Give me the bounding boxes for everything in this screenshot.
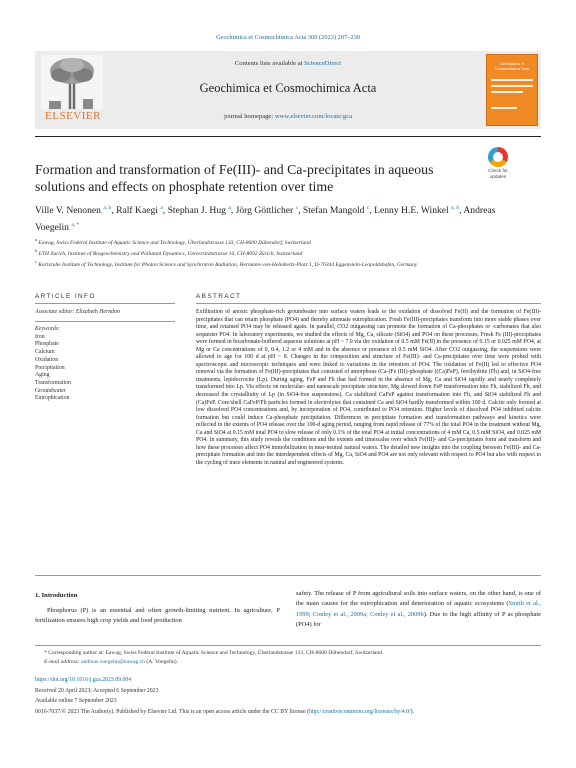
sciencedirect-link[interactable]: ScienceDirect [304,60,342,67]
contents-line [35,60,541,67]
editor-rule [35,321,175,322]
keyword: Phosphate [35,341,59,348]
author-name[interactable]: Lenny H.E. Winkel [374,205,449,217]
introduction-paragraph-continued [296,589,541,631]
author-name[interactable]: Ralf Kaegi [116,205,158,217]
elsevier-wordmark: ELSEVIER [45,110,101,122]
introduction-heading: 1. Introduction [35,592,78,599]
affiliation-text: Karlsruhe Institute of Technology, Institute for Photon Science and Synchrotron Radiation, Hermann-von-Helmholtz-Platz 1, D-76344 Eggenstein-Leopoldshafen, Germany [38,261,418,268]
email-suffix: (A. Voegelin). [144,659,178,665]
corresponding-author-note: * Corresponding author at: Eawag, Swiss Federal Institute of Aquatic Science and Technology, Überlandstrasse 133, CH-8600 Dübendorf, Switzerland. [44,650,384,656]
contents-prefix: Contents lists available at [234,60,305,67]
cover-strip [491,85,533,87]
keyword: Eutrophication [35,395,70,402]
email-label: E-mail address: [44,659,80,665]
affiliation-text: Eawag, Swiss Federal Institute of Aquatic Science and Technology, Überlandstrasse 133, CH-8600 Dübendorf, Switzerland [38,239,311,246]
article-title: Formation and transformation of Fe(III)- and Ca-precipitates in aqueous solutions and effects on phosphate retention over time [35,162,434,194]
article-info-heading: ARTICLE INFO [35,293,96,300]
keyword: Calcium [35,349,55,356]
keyword: Groundwater [35,387,66,394]
homepage-line [35,113,541,120]
keywords-block [35,326,175,403]
author-affiliation-mark[interactable]: a, b [451,205,460,211]
affiliation [35,247,505,258]
abstract-text: Exfiltration of anoxic phosphate-rich groundwater into surface waters leads to the oxidation of dissolved Fe(II) and the formation of Fe(III)-precipitates that can retain phosphate (PO4) and thereby attenuate eutrophication. Fresh Fe(III)-precipitates transform into more stable phases over time, and retained PO4 may be released again. In parallel, CO2 outgassing can promote the formation of Ca-phosphates or -carbonates that also sequester PO4. In laboratory experiments, we studied the effects of Mg, Ca, silicate (SiO4) and PO4 on these processes. Fresh Fe (III)-precipitates were formed in bicarbonate-buffered aqueous solutions at pH ~ 7.0 via the oxidation of 0.5 mM Fe(II) in the presence of 0.15 or 0.025 mM PO4, at Mg or Ca concentrations of 0, 0.4, 1.2 or 4 mM and in the absence or presence of 0.5 mM SiO4. After CO2 outgassing, the suspensions were allowed to age for 100 d at pH ~ 8. Changes in the composition and structure of Fe(III)- and Ca-precipitates over time were probed with spectroscopic and microscopic techniques and were linked to variations in the retention of PO4. The oxidation of Fe(II) led to effective PO4 removal via the formation of Fe(III)-precipitates that consisted of amorphous (Ca-)Fe (III)-phosphate ((Ca)FeP), ferrihydrite (Fh) and, in SiO4-free treatments, lepidocrocite (Lp). During aging, FeP and Fh that had formed in the absence of Mg, Ca and SiO4 rapidly and nearly completely transformed into Lp. Via effects on molecular- and nanoscale precipitate structure, Mg slowed down FeP transformation into Fh, stabilized Fh, and decreased the crystallinity of Lp (in SiO4-free suspensions). Ca stabilized CaFeP against transformation into Fh, and SiO4 stabilized Fh and (Ca)FeP. Core/shell CaFeP/Fh particles formed in electrolytes that contained Ca and SiO4 hardly transformed within 100 d. Calcite only formed at low dissolved PO4 concentrations and, by incorporation of PO4, contributed to PO4 retention. Higher levels of dissolved PO4 inhibited calcite formation but could induce Ca-phosphate precipitation. Differences in precipitate formation and transformation pathways and kinetics were reflected in the extents of PO4 release over the 100-d aging period, ranging from rapid release of 77% of the total PO4 in the treatment without Mg, Ca and SiO4 at 0.15 mM total PO4 to slow release of only 0.1% of the total PO4 at initial concentrations of 4 mM Ca, 0.5 mM SiO4, and 0.025 mM PO4. In summary, this study reveals the conditions and the extents and timescales over which Fe(III)- and Ca-precipitates form and transform and how these processes affect PO4 immobilization in near-neutral natural waters. The detailed new insights into the coupling between Fe(III)- and Ca-precipitate formation and into the interdependent effects of Mg, Ca, SiO4 and PO4 are not only relevant with respect to PO4 but also with respect to the cycling of trace elements in natural and engineered systems. [196,309,541,466]
affiliation-text: ETH Zurich, Institute of Biogeochemistry and Pollutant Dynamics, Universitätstrasse 16, CH-8092 Zürich, Switzerland [38,250,303,257]
footnote-rule [35,645,541,646]
publication-info [35,675,541,717]
keyword: Iron [35,333,45,340]
author-affiliation-mark[interactable]: a [228,205,231,211]
author-affiliation-mark[interactable]: c [295,205,299,211]
abstract-heading: ABSTRACT [196,293,242,300]
author-affiliation-mark[interactable]: c [366,205,370,211]
affiliation-mark: c [35,259,37,265]
header-rule [35,136,541,137]
affiliation-mark: a [35,237,37,242]
journal-cover-thumbnail[interactable] [486,54,538,126]
affiliation-mark: b [35,248,38,254]
author-list: Ville V. Nenonen $^{a, b}$, Ralf Kaegi $^a$, Stephan J. Hug $^a$, Jörg Göttlicher $^c$, Stefan Mangold $^c$, Lenny H.E. Winkel $^{a, b}$, Andreas Voegelin $^{a, *}$ [35,205,496,234]
cover-title: Geochimica et Cosmochimica Acta [495,61,529,71]
keyword: Oxidation [35,356,59,363]
received-accepted: Received 20 April 2023; Accepted 6 September 2023 [35,687,159,694]
email-link[interactable]: andreas.voegelin@eawag.ch [81,659,145,665]
author-name[interactable]: Andreas Voegelin [35,205,496,234]
citation-link[interactable]: Smith et al., 1999; Conley et al., 2009a; Conley et al., 2009b [296,600,541,618]
author-name[interactable]: Jörg Göttlicher [235,205,294,217]
intro-text: ). Due to the high affinity of P as phosphate (PO4) for [296,610,542,629]
author-affiliation-mark[interactable]: a [160,205,163,211]
license-line [35,707,541,718]
cover-strip [491,107,517,109]
affiliation [35,236,505,247]
license-link[interactable]: http://creativecommons.org/licenses/by/4.0/ [308,708,411,715]
email-line [44,658,541,667]
author-name[interactable]: Stephan J. Hug [167,205,226,217]
journal-reference[interactable]: Geochimica et Cosmochimica Acta 360 (2023) 207–230 [215,34,361,41]
author-name[interactable]: Stefan Mangold [302,205,365,217]
article-info-rule [35,303,175,304]
abstract-end-rule [35,575,541,576]
homepage-prefix: journal homepage: [223,113,275,120]
author-affiliation-mark[interactable]: a, b [103,205,112,211]
crossmark-badge[interactable] [484,147,512,181]
keyword: Aging [35,372,50,379]
keywords-label: Keywords: [35,326,60,332]
journal-homepage-link[interactable]: www.elsevier.com/locate/gca [274,113,353,120]
author-affiliation-mark[interactable]: a, * [71,222,80,229]
abstract-rule [196,303,541,304]
journal-masthead [35,51,541,129]
journal-name: Geochimica et Cosmochimica Acta [199,81,377,95]
doi-link[interactable]: https://doi.org/10.1016/j.gca.2023.09.004 [35,677,132,683]
license-suffix: ). [410,708,415,715]
cover-strip [491,79,533,81]
author-name[interactable]: Ville V. Nenonen [35,205,101,217]
introduction-paragraph: Phosphorus (P) is an essential and often growth-limiting nutrient. In agriculture, P fertilization ensures high crop yields and food production [35,607,280,624]
affiliation [35,258,505,269]
associate-editor: Associate editor: Elizabeth Herndon [35,309,120,315]
intro-text: safety. The release of P from agricultural soils into surface waters, on the other hand, is one of the main causes for the eutrophication and deterioration of aquatic ecosystems ( [296,590,541,608]
cover-strip [491,91,523,93]
crossmark-icon [488,147,508,167]
footnotes [44,649,541,667]
crossmark-label: Check for updates [488,168,508,179]
keyword: Transformation [35,379,71,386]
license-text: 0016-7037/© 2023 The Author(s). Published by Elsevier Ltd. This is an open access article under the CC BY license ( [35,708,309,715]
affiliation-list [35,236,505,269]
available-online: Available online 7 September 2023 [35,698,117,704]
keyword: Precipitation [35,364,65,371]
